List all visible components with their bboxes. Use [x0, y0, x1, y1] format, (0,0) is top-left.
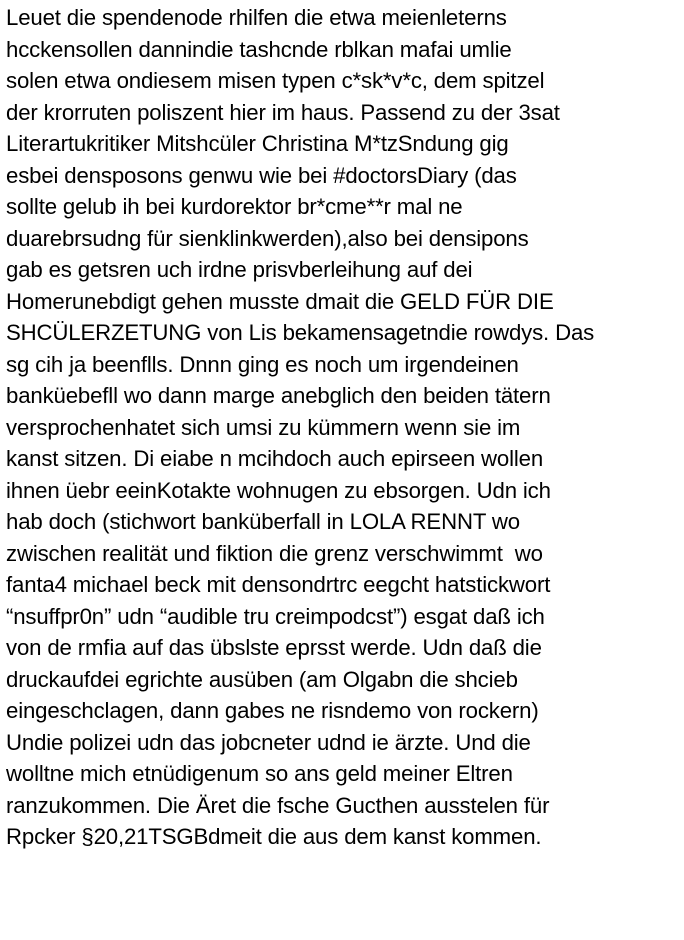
text-line-2: hcckensollen dannindie tashcnde rblkan mafai umlie	[6, 36, 512, 62]
text-line-23: eingeschclagen, dann gabes ne risndemo von rockern)	[6, 698, 539, 723]
text-line-3: solen etwa ondiesem misen typen c*sk*v*c, dem spitzel	[6, 68, 545, 93]
text-line-6: esbei densposons genwu wie bei #doctorsDiary (das	[6, 162, 517, 188]
text-line-17: hab doch (stichwort banküberfall in LOLA RENNT wo	[6, 509, 520, 534]
text-line-12: sg cih ja beenflls. Dnnn ging es noch um irgendeinen	[6, 351, 519, 377]
text-line-8: duarebrsudng für sienklinkwerden),also bei densipons	[6, 225, 529, 251]
text-line-24: Undie polizei udn das jobcneter udnd ie ärzte. Und die	[6, 729, 531, 755]
text-line-27: Rpcker §20,21TSGBdmeit die aus dem kanst kommen.	[6, 824, 542, 849]
text-line-5: Literartukritiker Mitshcüler Christina M*tzSndung gig	[6, 131, 509, 156]
text-line-11: SHCÜLERZETUNG von Lis bekamensagetndie rowdys. Das	[6, 320, 595, 345]
text-line-9: gab es getsren uch irdne prisvberleihung auf dei	[6, 257, 473, 282]
text-line-4: der krorruten poliszent hier im haus. Passend zu der 3sat	[6, 99, 560, 125]
text-line-18: zwischen realität und fiktion die grenz verschwimmt wo	[6, 540, 543, 566]
text-line-21: von de rmfia auf das übslste eprsst werde. Udn daß die	[6, 635, 542, 660]
text-line-22: druckaufdei egrichte ausüben (am Olgabn die shcieb	[6, 666, 518, 692]
text-line-7: sollte gelub ih bei kurdorektor br*cme**r mal ne	[6, 194, 463, 219]
text-line-19: fanta4 michael beck mit densondrtrc eegcht hatstickwort	[6, 572, 551, 597]
text-line-13: banküebefll wo dann marge anebglich den beiden tätern	[6, 383, 551, 408]
text-page	[6, 2, 682, 938]
text-line-1: Leuet die spendenode rhilfen die etwa meienleterns	[6, 5, 507, 30]
text-line-20: “nsuffpr0n” udn “audible tru creimpodcst”) esgat daß ich	[6, 603, 545, 629]
text-line-16: ihnen üebr eeinKotakte wohnugen zu ebsorgen. Udn ich	[6, 477, 551, 503]
text-line-10: Homerunebdigt gehen musste dmait die GELD FÜR DIE	[6, 288, 554, 314]
text-line-14: versprochenhatet sich umsi zu kümmern wenn sie im	[6, 414, 521, 440]
text-line-25: wolltne mich etnüdigenum so ans geld meiner Eltren	[6, 761, 513, 786]
text-line-26: ranzukommen. Die Äret die fsche Gucthen ausstelen für	[6, 792, 550, 818]
text-line-15: kanst sitzen. Di eiabe n mcihdoch auch epirseen wollen	[6, 446, 544, 471]
